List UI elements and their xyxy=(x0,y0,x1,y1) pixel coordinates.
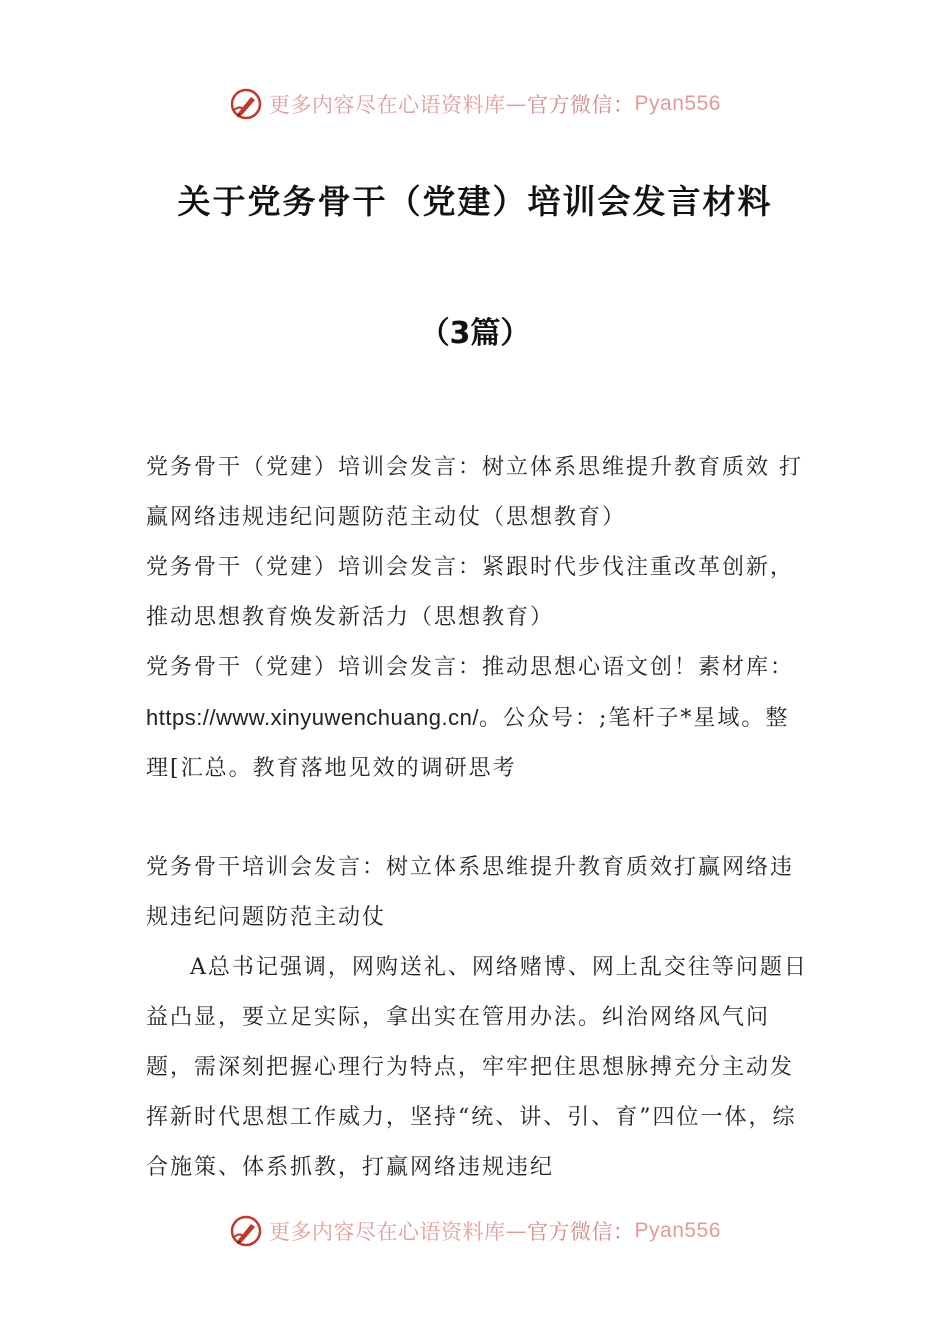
section-1 xyxy=(146,843,810,1193)
header-watermark xyxy=(0,84,950,124)
watermark-sub-text: 官方微信： xyxy=(527,93,635,117)
table-of-contents xyxy=(146,443,810,794)
watermark-dash: — xyxy=(505,1219,528,1243)
toc-item-2: 党务骨干（党建）培训会发言：紧跟时代步伐注重改革创新，推动思想教育焕发新活力（思想教育） xyxy=(146,555,795,630)
watermark-wechat-id: Pyan556 xyxy=(634,1219,721,1242)
watermark-main-text: 更多内容尽在心语资料库 xyxy=(269,1220,506,1244)
footer-watermark xyxy=(0,1211,950,1251)
section-heading: 党务骨干培训会发言：树立体系思维提升教育质效打赢网络违规违纪问题防范主动仗 xyxy=(146,855,795,930)
toc-item-3 xyxy=(146,643,810,794)
document-subtitle: （3篇） xyxy=(419,316,531,351)
pen-logo-icon xyxy=(229,87,263,121)
watermark-main-text: 更多内容尽在心语资料库 xyxy=(269,93,506,117)
toc-item-3-url: https://www.xinyuwenchuang.cn/ xyxy=(146,705,479,730)
watermark-wechat-id: Pyan556 xyxy=(634,92,721,115)
toc-item-3-text: 党务骨干（党建）培训会发言：推动思想心语文创！素材库： xyxy=(146,655,795,680)
document-title: 关于党务骨干（党建）培训会发言材料 xyxy=(177,182,773,221)
toc-item-3-tail: 。公众号：;笔杆子*星域。整理[汇总。教育落地见效的调研思考 xyxy=(146,706,790,781)
toc-item-1: 党务骨干（党建）培训会发言：树立体系思维提升教育质效 打赢网络违规违纪问题防范主动仗（思想教育） xyxy=(146,455,803,530)
watermark-dash: — xyxy=(505,92,528,116)
watermark-sub-text: 官方微信： xyxy=(527,1220,635,1244)
body-paragraph: A总书记强调，网购送礼、网络赌博、网上乱交往等问题日益凸显，要立足实际，拿出实在管用办法。纠治网络风气问题，需深刻把握心理行为特点，牢牢把住思想脉搏充分主动发挥新时代思想工作威力，坚持“统、讲、引、育”四位一体，综合施策、体系抓教，打赢网络违规违纪 xyxy=(146,955,808,1180)
pen-logo-icon xyxy=(229,1214,263,1248)
